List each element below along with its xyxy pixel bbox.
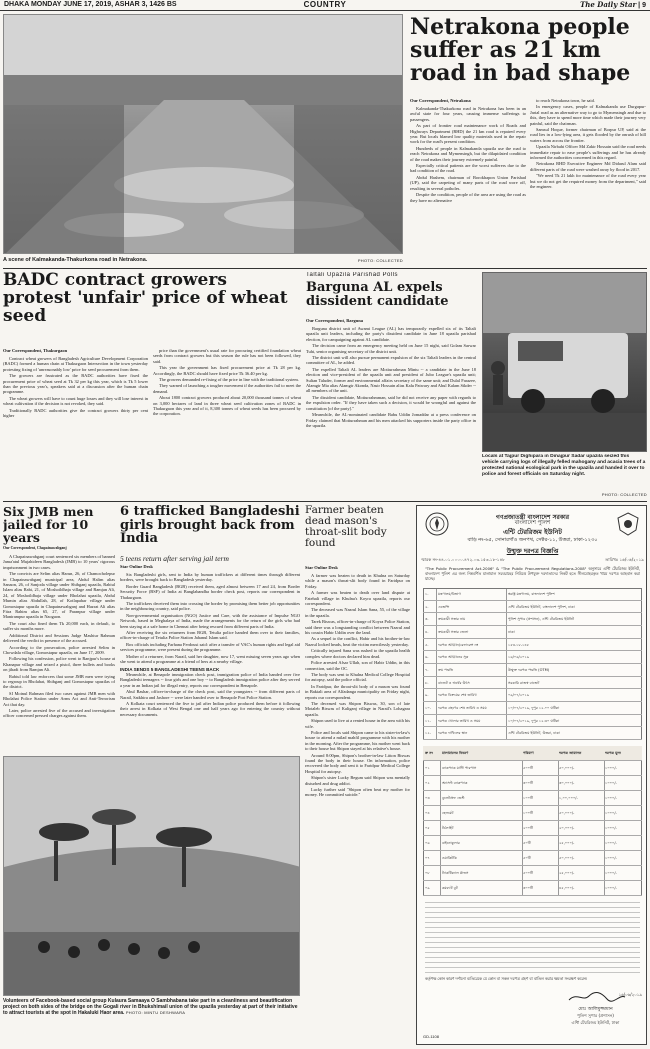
items-table-cell: ১০০০/-	[605, 871, 617, 875]
items-table-cell: ০৩	[425, 796, 430, 800]
barguna-paragraph: The dissident candidate, Motiurrahmman, said he did not receive any paper with regards to the expulsion order. "If they have taken such a decision, it would be wrongful and against the constitution [of the party]."	[306, 394, 476, 411]
info-row-value: এন্টি টেররিজম ইউনিট, উত্তরা, ঢাকা	[508, 731, 560, 736]
items-table-row	[423, 776, 642, 791]
items-table-cell: ১০০০/-	[605, 766, 617, 770]
farmer-byline: Star Online Desk	[305, 565, 338, 570]
items-table-cell: ১০০০/-	[605, 826, 617, 830]
jmb-paragraph: The court also fined them Tk 20,000 each, in default, to suffer six months more.	[3, 620, 115, 632]
items-table-cell: ৪৫,০০০/-	[559, 886, 575, 890]
notice-item-rows	[423, 746, 642, 896]
info-row-value: এন্টি টেররিজম ইউনিট, বাংলাদেশ পুলিশ, ঢাকা	[508, 604, 575, 609]
barguna-body	[306, 326, 476, 498]
items-table-cell: ০৯	[425, 886, 430, 890]
signer-title: পুলিশ সুপার (প্রশাসন)	[577, 1013, 614, 1018]
info-row-number: ৬.	[425, 655, 429, 660]
volunteers-photo	[3, 756, 300, 996]
notice-code: GD-1108	[423, 1034, 439, 1039]
notice-title: উন্মুক্ত দরপত্র বিজ্ঞপ্তি	[506, 548, 559, 555]
info-row-label: মন্ত্রণালয়/বিভাগ	[438, 592, 461, 596]
page-number: 9	[642, 2, 646, 9]
farmer-paragraph: As a sequel to the conflict, Habir and his brother-in-law Nazrul locked heads, beat the victim mercilessly yesterday.	[305, 636, 410, 647]
badc-paragraph: About 1800 contract growers produced about 20,000 thousand tonnes of wheat on 3,000 hectares of land in three wheat seed cultivation zones of BADC in Thakurgaon this year and of it, 8,300 tonnes of wheat seeds has been procured by the corporation.	[153, 395, 301, 417]
brand-logo: The Daily Star	[580, 0, 637, 9]
jmb-body	[3, 554, 115, 752]
farmer-paragraph: Police arrested Afsar Ullah, son of Habir Uddin, in this connection, said the OC.	[305, 660, 410, 671]
items-table-cell: টর্চলাইট	[442, 826, 454, 830]
farmer-paragraph: A farmer was beaten to death over land dispute at Fatehali village in Khulna's Koyra upazila, reports our correspondent.	[305, 590, 410, 607]
items-table-cell: ১০০০/-	[605, 886, 617, 890]
notice-info-row	[423, 601, 642, 614]
badc-paragraph: The growers are frustrated as the BADC authorities have fixed the procurement price of wheat seed at Tk 32 per kg this year, which is Tk 5 lower than the previous year's, speakers said at a discussion after the human chain programme.	[3, 373, 148, 395]
badc-byline: Our Correspondent, Thakurgaon	[3, 348, 68, 353]
notice-info-row	[423, 677, 642, 690]
badc-column-2	[153, 348, 301, 498]
farmer-paragraph: Tarek Biswas, officer-in-charge of Koyra Police Station, said there was a longstanding conflict between Nazrul and his cousin Habir Uddin over the land.	[305, 619, 410, 636]
notice-info-row	[423, 689, 642, 702]
info-row-value: ১০/০৭/২০১৯, দুপুর ১২.৩০ ঘটিকা	[508, 718, 560, 723]
badc-headline: BADC contract growers protest 'unfair' price of wheat seed	[3, 272, 288, 326]
farmer-paragraph: Around 8:00pm, Shipon's brother-in-law Litton Biswas found the body in their house. On information, police recovered the body and sent it to Faridpur Medical College Hospital for autopsy.	[305, 752, 410, 774]
netrakona-photo-credit: PHOTO: COLLECTED	[357, 258, 403, 263]
netrakona-paragraph: Netrakona RHD Executive Engineer Md Didarul Alam said different parts of the road were washed away by flood in 2017.	[530, 161, 646, 172]
netrakona-paragraph: Samsul Hoque, former chairman of Borpur UP, said at the road lies in a low-lying area, it gets flooded by the onrush of hill waters from across the frontier.	[530, 127, 646, 143]
items-table-row	[423, 761, 642, 776]
items-table-cell: অ্যাসল্ট ব্যাকপ্যাক	[442, 781, 468, 785]
items-table-cell: ২৫,০০০/-	[559, 871, 575, 875]
trafficked-paragraph: The traffickers deceived them into crossing the border by promising them better job opportunities in the neighbouring country, said police.	[120, 601, 300, 612]
items-table-header-cell: দরপত্র মূল্য	[605, 751, 621, 755]
netrakona-paragraph: "We need Tk 21 lakh for maintenance of the road every year but we do not get the required money from the department," said the engineer.	[530, 173, 646, 190]
anti-terrorism-unit-emblem	[616, 512, 640, 536]
badc-paragraph: This year the government has fixed procurement price at Tk 28 per kg. Accordingly, the BADC should have fixed price Tk 36.40 per kg.	[153, 365, 301, 376]
netrakona-paragraph: Kalmakanda-Thakurkona road in Netrakona has been in an awful state for four years, causing immense sufferings to passengers.	[410, 106, 526, 122]
info-row-label: ক্রয়কারী সত্তার জেলা	[438, 630, 469, 634]
notice-info-row	[423, 702, 642, 715]
items-table-cell: ব্যাকপ্যাক মাল্টি পারপাস	[442, 766, 477, 770]
info-row-value: পুলিশ সুপার (প্রশাসন), এন্টি টেররিজম ইউনিট	[508, 617, 575, 622]
notice-info-row	[423, 651, 642, 664]
info-row-value: সরকারি রাজস্ব বাজেট	[508, 680, 540, 685]
trafficked-paragraph: Box officials including Farhana Ferdousi said: after a transfer of VAC's human rights and legal aid services programme, were present during the programme.	[120, 641, 300, 653]
info-row-number: ৫.	[425, 642, 429, 647]
river-cleanup-illustration	[4, 757, 300, 996]
items-table-header-cell: পরিমাণ	[523, 751, 534, 755]
items-table-row	[423, 881, 642, 896]
barguna-paragraph: The expelled Taltali AL leaders are Motiurrahman Mintu -- a candidate in the June 18 election and vice-president of the upazila unit and president of Jubo League's upazila unit; Sultan Taluder, former and environmental affairs secretary of the same unit; and Dulal Farazee, Alamgir Mia alias Alamgir Akonda, Nasir Hossain alias Kalu Patwary and Abul Kalam Sikder -- all members of the unit.	[306, 366, 476, 394]
trafficked-body	[120, 572, 300, 752]
farmer-paragraph: A farmer was beaten to death in Khulna on Saturday while a mason's throat-slit body found in Faridpur on Friday.	[305, 573, 410, 589]
badc-paragraph: The growers demanded re-fixing of the price in line with the traditional system.	[159, 377, 299, 383]
netrakona-byline: Our Correspondent, Netrakona	[410, 98, 471, 103]
info-row-label: দরপত্র আহ্বানের সূত্র	[438, 655, 469, 660]
farmer-paragraph: The deceased was Nazrul Islam Sana, 55, of the village in the upazila.	[305, 607, 410, 618]
trafficked-paragraph: Abul Bashar, officer-in-charge of the check post, said the youngsters -- from different parts of Narail, Satkhira and Jashore -- were later handed over to Benapole Port Police Station.	[120, 689, 300, 700]
masthead: The Daily Star | 9	[580, 0, 646, 9]
notice-info-row	[423, 613, 642, 626]
info-row-number: ৯.	[425, 693, 429, 698]
info-row-number: ৪.	[425, 630, 429, 634]
vehicle-illustration	[483, 273, 647, 452]
info-row-value: ঢাকা	[508, 630, 515, 634]
items-table-cell: ১০০টি	[523, 811, 533, 815]
jmb-paragraph: SI Moinul Rahman filed two cases against JMB men with Bholahat Police Station under Arms Act and Anti-Terrorism Act that day.	[3, 690, 115, 707]
netrakona-paragraph: Upazila Nirbahi Officer Md Zakir Hossain said the road needs immediate repair to ease people's sufferings and he has already informed the authorities concerned in this regard.	[530, 144, 646, 161]
seized-vehicle-photo	[482, 272, 647, 452]
tender-notice	[416, 505, 647, 1045]
netrakona-paragraph: As part of frontier road maintenance work of Roads and Highways Department (RHD) the 21 km road is repaired every year. But locals blamed low quality materials used in the repair work for the road's present condition.	[410, 123, 526, 145]
netrakona-paragraph: Hundreds of people in Kalmakanda upazila use the road to reach Netrakona and Mymensingh, but the dilapidated condition of the road makes their journey extremely painful.	[410, 145, 526, 162]
trafficked-paragraph: After receiving the six returnees from BGB, Tetulia police handed them over to their families, officer-in-charge of Tetulia Police Station Jahanul Islam said.	[120, 630, 300, 641]
farmer-paragraph: Police and locals said Shipon came to his sister-in-law's house to attend a milad mahfil programme with his mother in the morning. After the programme, his mother went back to their house but Shipon stayed at his relative's house.	[305, 729, 410, 752]
items-table-cell: ট্যাকটিক্যাল গ্লাভস	[442, 871, 469, 875]
trafficked-paragraph: Border Guard Bangladesh (BGB) received them, aged almost between 17 and 24, from Border Security Force (BSF) of India at Banglabandha border check post, reports our correspondent in Thakurgaon.	[120, 583, 300, 600]
netrakona-road-photo	[3, 14, 403, 254]
barguna-paragraph: Barguna district unit of Awami League (AL) has temporarily expelled six of its Taltali upazila unit leaders, including the party's dissident candidate in June 18 upazila parishad election, for campaigning against AL candidate.	[306, 326, 476, 342]
jmb-paragraph: A Chapainawabganj court sentenced six members of banned Jama'atul Mujahideen Bangladesh (JMB) to 10 years' rigorous imprisonment in two cases.	[3, 554, 115, 570]
section-title: COUNTRY	[303, 0, 347, 9]
items-table-cell: হেলমেট	[442, 811, 454, 815]
info-row-label: ক্রয় পদ্ধতি	[438, 668, 454, 672]
netrakona-paragraph: Abdul Hashem, chairman of Borokhapon Union Parishad (UP), said the carpeting of many parts of the road wore off, resulting in several potholes.	[410, 174, 526, 191]
info-row-label: দরপত্র বিক্রয়ের শেষ তারিখ	[438, 693, 477, 698]
barguna-paragraph: Meanwhile, the AL-nominated candidate Babu Uddin Jomaddar at a press conference on Friday claimed that Motiurrahman and his men attacked his supporters inside the party office in the upazila.	[306, 412, 476, 428]
items-table-cell: ১,০০,০০০/-	[559, 796, 578, 800]
notice-terms-block	[425, 902, 640, 974]
info-row-value: ০৯/০৭/২০১৯	[508, 693, 530, 698]
volunteers-caption-text: Volunteers of Facebook-based social group Kulaura Samaaya O Sambhabana take part in a cleanliness and beautification project on both sides of the bridge on the Gogali river in Bhukshimail union of the upazila yesterday at part of their initiative to attract tourists at the spot in Hakaluki Haor area.	[3, 998, 298, 1017]
seized-vehicle-caption: Locals at Tajpur Dighipara in Dinajpur Sadar upazila seized this vehicle carrying logs of illegally felled mahogany and acacia trees of a protected national ecological park in the upazila and handed it over to police and forest officials on Saturday night.	[482, 454, 646, 477]
notice-intro: "The Public Procurement Act-2006" & "The Public Procurement Regulations-2008" অনুসারে এন্টি টেররিজম ইউনিট, বাংলাদেশ পুলিশ এর জন্য নিম্নবর্ণিত মালামাল সরবরাহের নিমিত্তে উপযুক্ত দরদাতাদের নিকট হতে সীলমোহরকৃত খামে দরপত্র আহবান করা যাচ্ছে।	[425, 566, 640, 581]
items-table-cell: ০৬	[425, 841, 430, 845]
items-table-cell: ৫০,০০০/-	[559, 856, 575, 860]
trafficked-paragraph: Six Bangladeshi girls, sent to India by human traffickers at different times through different borders, were brought back to Bangladesh yesterday.	[120, 572, 300, 583]
notice-info-row	[423, 588, 642, 601]
items-table-cell: বুলেটপ্রুফ ভেস্ট	[442, 796, 465, 800]
items-table-cell: ০৮	[425, 871, 430, 875]
netrakona-column-1	[410, 106, 526, 266]
jmb-paragraph: Following his confession, police went to Ranjpur's house at Khanapur village and seized a pistol, three bullets and books on jihadi from Ramjan Ali.	[3, 656, 115, 673]
farmer-paragraph: Critically injured Sana was rushed to the upazila health complex where doctors declared him dead.	[305, 648, 410, 659]
jmb-paragraph: The convicts are Selim alias Harun, 26, of Chamocholepur in Chapainawabganj municipal area, Abdul Halim alias Sanaon, 26, of Sanjoda village under Shibganj upazila, Rabiul Islam alias Rabi, 21, of Moshoildhaja village and Ramjan Ali, 24, of Moshoildhaja village under Bholahat upazila, Abdul Mumin alias Abdullah, 28, of Kotlapahar village under Gomostapur upazila in Chapainawabganj and Hazrat Ali alias Fitra Rahim alias 65, 27, of Paranpur village under Manirampur upazila in Naogaon.	[3, 571, 115, 620]
info-row-label: দরপত্র গ্রহণের শেষ তারিখ ও সময়	[438, 706, 487, 710]
items-table-row	[423, 791, 642, 806]
items-table-row	[423, 806, 642, 821]
farmer-paragraph: Shipon used to live at a rented house in the area with his wife.	[305, 718, 410, 729]
badc-paragraph: Traditionally BADC authorities give the contract growers thirty per cent higher	[3, 407, 148, 419]
items-table-cell: ২৫,০০০/-	[559, 841, 575, 845]
items-table-cell: বাইনোকুলার	[442, 841, 460, 845]
items-table-cell: কমব্যাট বুট	[442, 886, 458, 890]
signer-name: মোঃ আলিমুজ্জামান	[578, 1007, 613, 1012]
badc-paragraph: The wheat growers will have to count huge losses and they will lose interest in wheat cultivation if the decision is not revoked, they said.	[3, 395, 148, 407]
badc-paragraph: They warned of launching a tougher movement if the authorities fail to meet the demand.	[153, 383, 301, 394]
jmb-headline: Six JMB men jailed for 10 years	[3, 505, 94, 545]
items-table-cell: ০১	[425, 766, 430, 770]
notice-reference: স্মারক নং-৪৪.০১.০০০০.৪৭২.০৩.১৫৩.১৮-১৪৮	[421, 557, 506, 562]
notice-info-row	[423, 727, 642, 740]
notice-info-rows	[423, 588, 642, 740]
items-table-cell: ৩০০টি	[523, 781, 533, 785]
items-table-cell: ৫০,০০০/-	[559, 811, 575, 815]
netrakona-paragraph: Especially critical patients are the worst sufferers due to the bad condition of the road.	[410, 163, 526, 174]
barguna-headline: Barguna AL expels dissident candidate	[306, 281, 449, 309]
notice-footer-note: কর্তৃপক্ষ কোন কারণ দর্শানো ব্যতিরেকে যে কোন বা সকল দরপত্র গ্রহণ বা বাতিল করার ক্ষমতা সংরক্ষণ করেন।	[425, 976, 588, 981]
info-row-number: ৭.	[425, 668, 429, 672]
items-table-cell: ১০০০/-	[605, 781, 617, 785]
bangladesh-police-emblem	[425, 512, 449, 536]
trafficked-subsection-heading: INDIA SENDS 5 BANGLADESHI TEENS BACK	[120, 666, 220, 672]
barguna-byline: Our Correspondent, Barguna	[306, 318, 363, 323]
trafficked-paragraph: Mother of a returnee, from Narail, said her daughter, now 17, went missing seven years ago when she went to attend a programme at a friend of hers at a nearby village.	[120, 653, 300, 665]
trafficked-paragraph: A Kolkata court sentenced the five to jail after Indian police produced them before it following their arrest in Kolkata of West Bengal one and half years ago for entering the country without necessary documents.	[120, 700, 300, 717]
info-row-label: দরপত্র আহ্বান/রেফারেন্স নং	[438, 642, 479, 647]
badc-column-1	[3, 356, 148, 498]
items-table-cell: ৫০০টি	[523, 766, 533, 770]
items-table-header-cell: মালামালের বিবরণ	[442, 751, 469, 755]
notice-info-row	[423, 664, 642, 677]
info-row-number: ৩.	[425, 617, 429, 622]
section-divider	[3, 501, 647, 502]
notice-info-row	[423, 626, 642, 639]
items-table-cell: ৫০টি	[523, 856, 531, 860]
info-row-label: ক্রয়কারী সত্তার নাম	[438, 617, 466, 622]
items-table-header	[423, 746, 642, 761]
info-row-number: ৮.	[425, 680, 429, 685]
farmer-body	[305, 573, 410, 1043]
items-table-row	[423, 851, 642, 866]
signer-unit: এন্টি টেররিজম ইউনিট, ঢাকা	[571, 1020, 620, 1025]
items-table-cell: ২০০টি	[523, 826, 533, 830]
items-table-cell: ২০,০০০/-	[559, 826, 575, 830]
farmer-paragraph: The deceased was Shipon Biswas, 30, son of late Motaleb Biswas of Kaliganj village in Narail's Lohagara upazila.	[305, 700, 410, 717]
info-row-value: ১৫৩.১৮-১৪৮	[508, 642, 530, 647]
items-table-cell: ৫০০টি	[523, 871, 533, 875]
items-table-header-cell: ক্র নং	[425, 751, 433, 755]
dateline: DHAKA MONDAY JUNE 17, 2019, ASHAR 3, 1426 BS	[4, 1, 177, 8]
info-row-label: বাজেট ও অর্থের উৎস	[438, 680, 470, 685]
info-row-number: ২.	[425, 604, 429, 609]
notice-info-row	[423, 639, 642, 652]
jmb-paragraph: Rabiul told law enforcers that some JMB men were trying to regroup in Bholahat, Shibganj and Gomostapur upazilas of the district.	[3, 673, 115, 690]
barguna-kicker: Taltali Upazila Parishad Polls	[306, 272, 399, 278]
volunteers-caption	[3, 998, 300, 1042]
info-row-label: দরপত্র দাখিলের স্থান	[438, 731, 468, 736]
items-table-cell: ১০০০/-	[605, 856, 617, 860]
netrakona-column-2	[530, 98, 646, 266]
notice-police-line: বাংলাদেশ পুলিশ	[514, 520, 551, 526]
items-table-header-cell: দরপত্র জামানত	[559, 751, 582, 755]
items-table-cell: ৫০টি	[523, 841, 531, 845]
info-row-number: ১২.	[425, 731, 431, 736]
notice-unit-line: এন্টি টেররিজম ইউনিট	[503, 528, 562, 536]
items-table-row	[423, 821, 642, 836]
items-table-cell: ১০০টি	[523, 796, 533, 800]
items-table-cell: ওয়াকিটকি	[442, 856, 457, 860]
items-table-cell: ৩০০টি	[523, 886, 533, 890]
barguna-paragraph: The district unit will also pursue permanent expulsion of the six Taltali leaders in the central committee of AL, he added.	[306, 355, 476, 366]
farmer-headline: Farmer beaten dead mason's throat-slit body found	[305, 505, 387, 550]
trafficked-subhead: 5 teens return after serving jail term	[120, 554, 229, 563]
items-table-row	[423, 836, 642, 851]
jmb-paragraph: According to the prosecution, police arrested Selim in Chowdala village, Gomostapur upazila, on June 17, 2009.	[3, 644, 115, 655]
volunteers-photo-credit: PHOTO: MINTU DESHWARA	[125, 1010, 186, 1016]
badc-paragraph: Contract wheat growers of Bangladesh Agriculture Development Corporation (BADC) formed a human chain at Thakurgaon Intersection in the town yesterday protesting fixing of 'unreasonably low' price for seed procurement from them.	[3, 356, 148, 372]
notice-info-row	[423, 715, 642, 728]
items-table-cell: ০৭	[425, 856, 430, 860]
jmb-byline: Our Correspondent, Chapainawabganj	[3, 546, 67, 550]
items-table-cell: ০২	[425, 781, 430, 785]
items-table-cell: ০৪	[425, 811, 430, 815]
items-table-cell: ১০০০/-	[605, 811, 617, 815]
page-header	[0, 0, 650, 11]
info-row-number: ১০.	[425, 706, 431, 710]
info-row-label: দরপত্র খোলার তারিখ ও সময়	[438, 718, 481, 723]
trafficked-byline: Star Online Desk	[120, 564, 153, 569]
jmb-paragraph: Additional District and Sessions Judge Mashiur Rahman delivered the verdict in presence of the accused.	[3, 632, 115, 644]
seized-vehicle-credit: PHOTO: COLLECTED	[601, 492, 647, 497]
info-row-value: স্বরাষ্ট্র মন্ত্রণালয়, বাংলাদেশ পুলিশ	[508, 592, 555, 596]
netrakona-paragraph: Despite the condition, people of the area are using the road as they have no alternative	[410, 192, 526, 203]
farmer-paragraph: Shipon's sister Lucky Begum said Shipon was mentally disturbed and drug addict.	[305, 775, 410, 786]
farmer-paragraph: In Faridpur, the throat-slit body of a mason was found in Bakiali area of Alfadanga municipality on Friday night, reports our correspondent.	[305, 683, 410, 700]
items-table-cell: ৩০,০০০/-	[559, 781, 575, 785]
info-row-value: ১০/০৭/২০১৯, দুপুর ১২.০০ ঘটিকা	[508, 706, 560, 710]
notice-address-line: বাড়ি নং-৬৫, সোনারগাঁও জনপথ, সেক্টর-১১, উত্তরা, ঢাকা-১২৩০	[467, 537, 598, 543]
trafficked-paragraph: Meanwhile, at Benapole immigration check post, immigration police of India handed over five Bangladeshi teenagers -- four girls and one boy -- to Bangladesh immigration police after they served a year in an Indian jail for illegal entry, reports our correspondent in Benapole.	[120, 671, 300, 688]
netrakona-paragraph: to reach Netrakona town, he said.	[536, 98, 595, 103]
items-table-cell: ০৫	[425, 826, 430, 830]
netrakona-photo-caption: A scene of Kalmakanda-Thakurkona road in Netrakona.	[3, 257, 148, 263]
notice-date: তারিখঃ ১৬/০৬/২০১৯	[605, 557, 644, 562]
barguna-paragraph: The decision came from an emergency meeting held on June 15 night, said Golam Sarwar Tuhi, senior organising secretary of the district unit.	[306, 343, 476, 354]
items-table-row	[423, 866, 642, 881]
netrakona-headline: Netrakona people suffer as 21 km road in bad shape	[410, 16, 631, 87]
signature-date: ১৬/০৬/২০১৯	[618, 992, 642, 997]
farmer-paragraph: Lucky further said "Shipon often beat my mother for money. He committed suicide."	[305, 787, 410, 798]
items-table-cell: ১০০০/-	[605, 841, 617, 845]
info-row-value: উন্মুক্ত দরপত্র পদ্ধতি (OTM)	[508, 668, 550, 672]
farmer-paragraph: The body was sent to Khulna Medical College Hospital for autopsy, said the police official.	[305, 671, 410, 683]
info-row-number: ১.	[425, 592, 429, 596]
info-row-label: এজেন্সি	[438, 604, 450, 609]
items-table-cell: ৫০,০০০/-	[559, 766, 575, 770]
road-scene-illustration	[4, 15, 403, 254]
section-divider	[3, 268, 647, 269]
trafficked-headline: 6 trafficked Bangladeshi girls brought back from India	[120, 505, 300, 547]
info-row-number: ১১.	[425, 718, 431, 723]
jmb-paragraph: Later, police arrested five of the accused and investigation officer concerned pressed charges against them.	[3, 707, 115, 719]
badc-paragraph: price than the government's usual rate for procuring certified foundation wheat seeds from contract growers but this season the rule has not been followed, they said.	[153, 348, 301, 364]
items-table-cell: ১০০০/-	[605, 796, 617, 800]
notice-government-line: গণপ্রজাতন্ত্রী বাংলাদেশ সরকার	[495, 514, 570, 521]
trafficked-paragraph: Non-governmental organisation (NGO) Justice and Care, with the assistance of Impulse NGO Network, based in Meghalaya of India, made the arrangements for the return of the girls who had been staying at a safe home in Chennai after being rescued from different parts of India.	[120, 612, 300, 629]
netrakona-paragraph: In emergency cases, people of Kalmakanda use Durgapur-Jarial road as an alternative way to go to Mymensingh and due to this, they have to spend more time which made their journey very painful, said the chairman.	[530, 104, 646, 126]
info-row-value: ১৬/০৬/২০১৯	[508, 655, 530, 660]
